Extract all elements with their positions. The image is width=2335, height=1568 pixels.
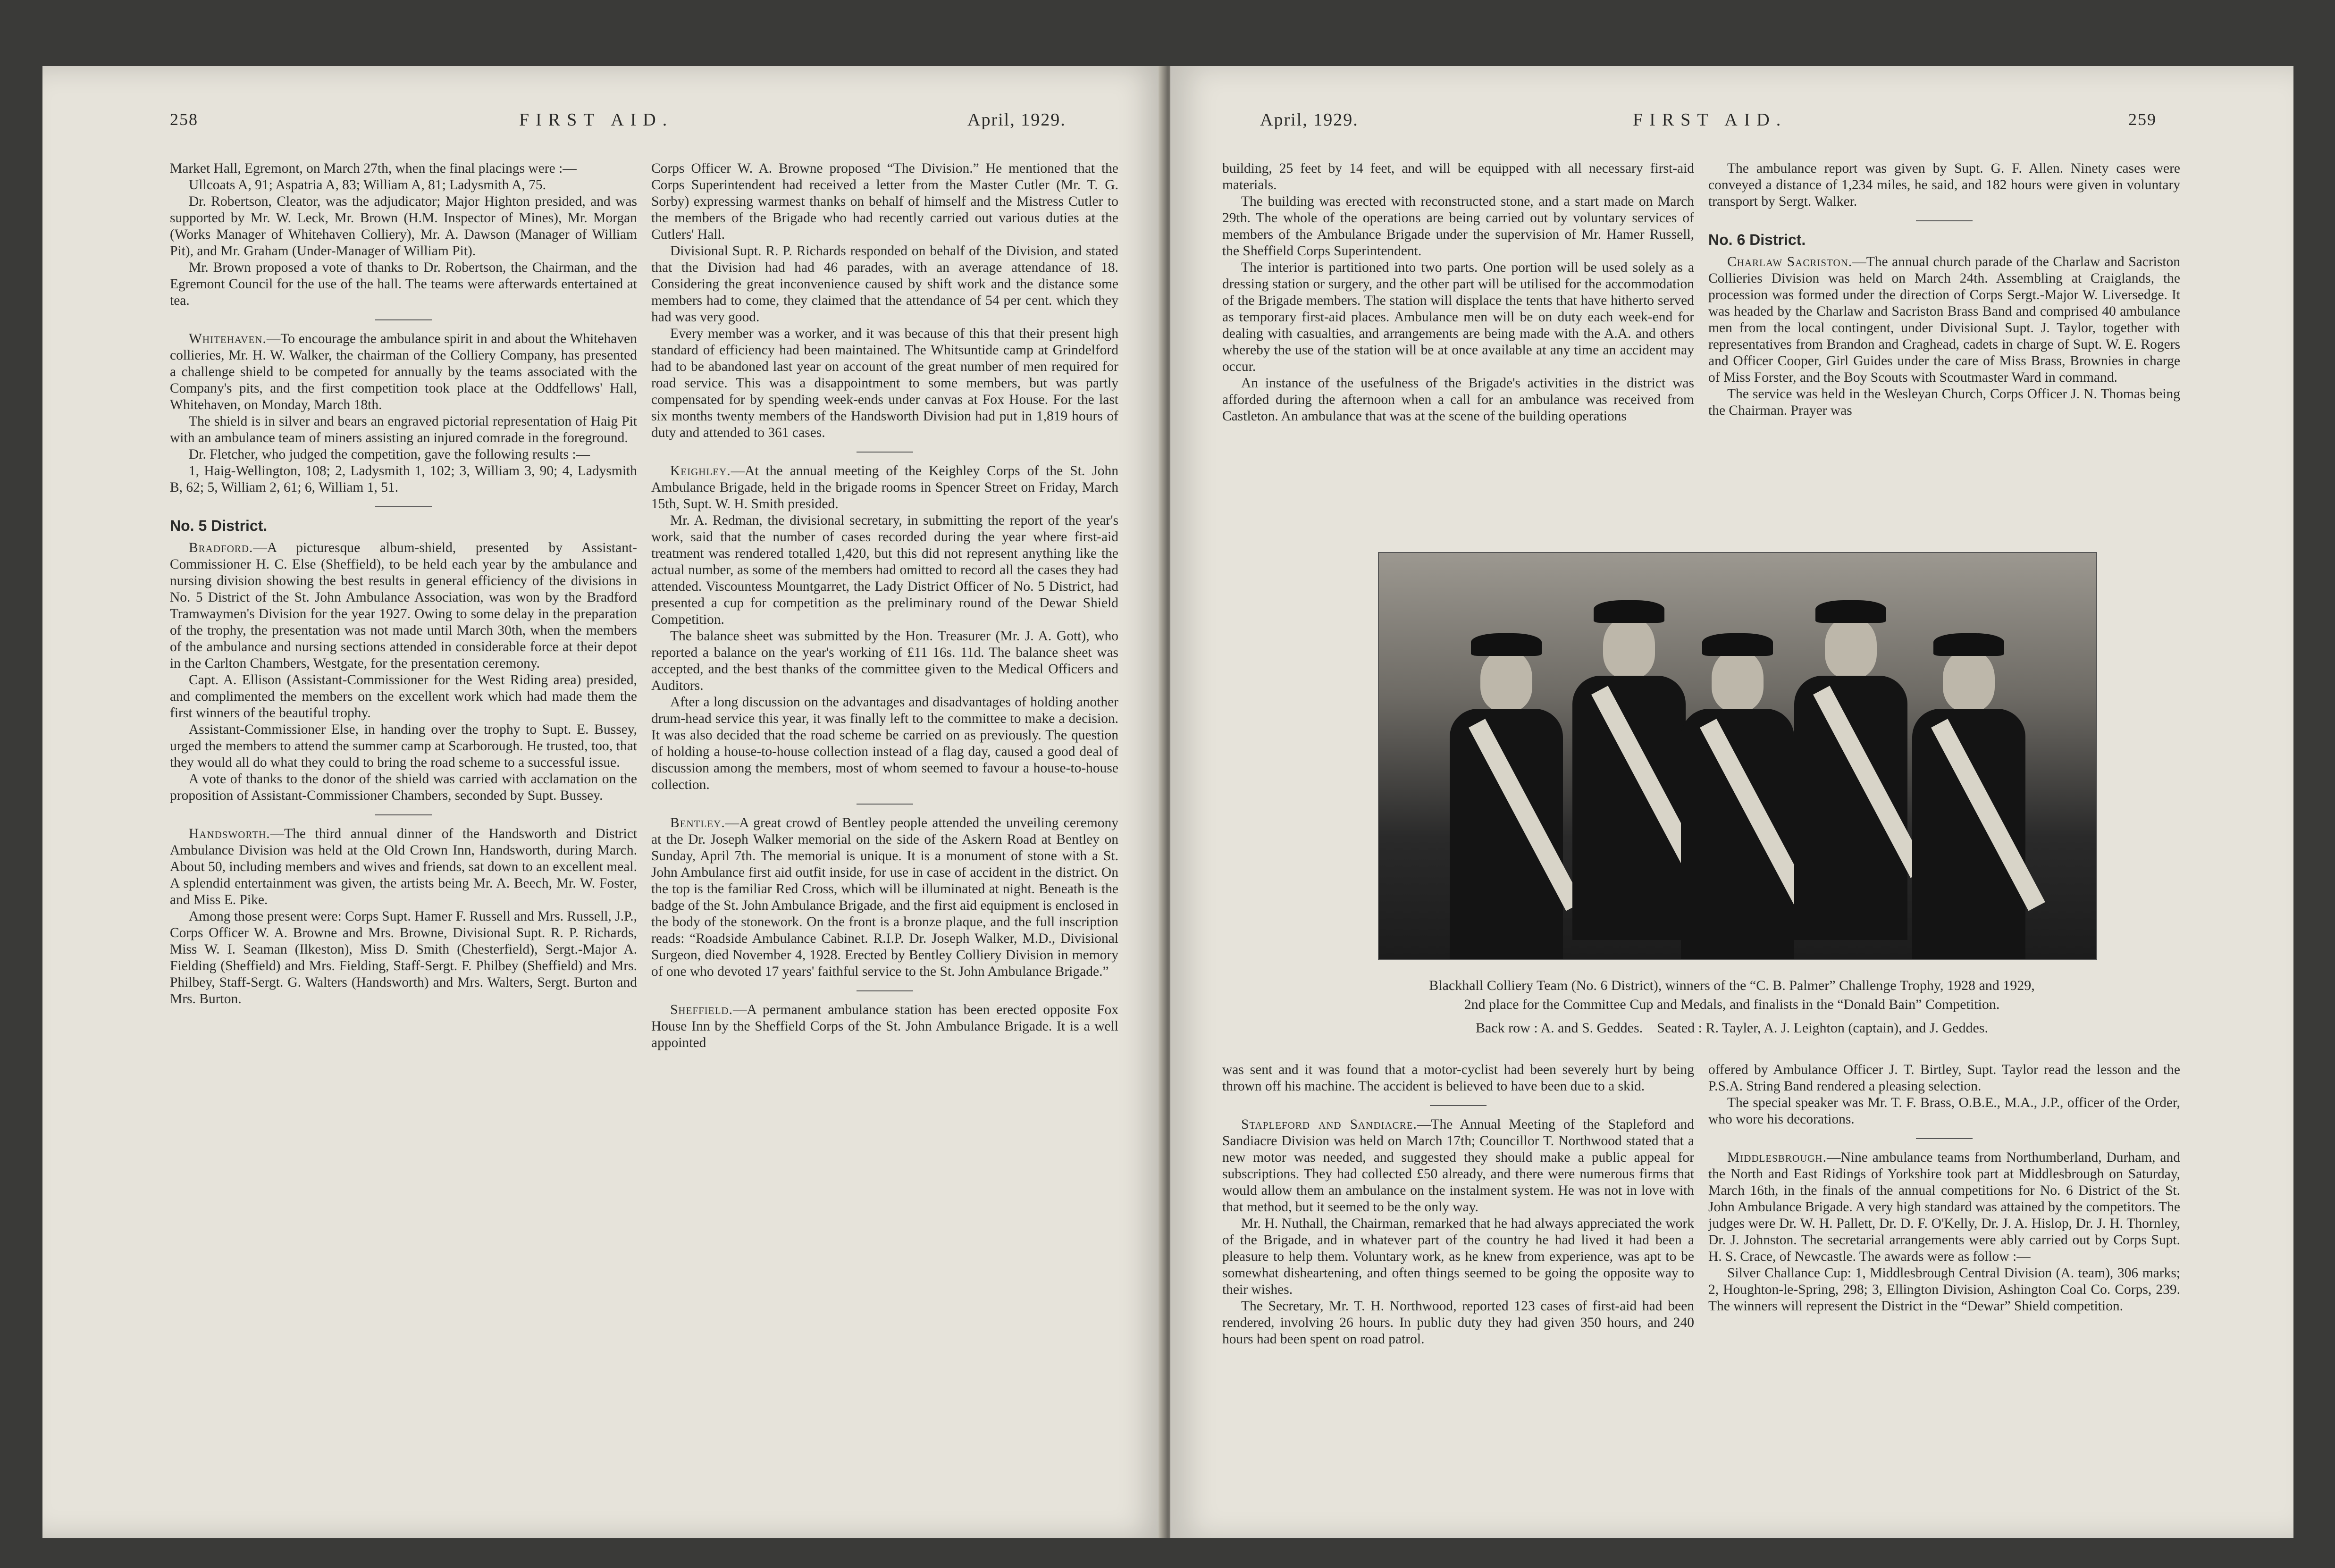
paragraph-text: —To encourage the ambulance spirit in and about the Whitehaven collieries, Mr. H. W. Walker, the chairman of the Colliery Company, has presented a challenge shield to be competed for annually by the teams associated with the Company's pits, and the first competition took place at the Oddfellows' Hall, Whitehaven, on Monday, March 18th. bbox=[170, 331, 637, 412]
paragraph-lead-in: Keighley. bbox=[670, 463, 731, 478]
photo-caption-line-2: 2nd place for the Committee Cup and Medals, and finalists in the “Donald Bain” Competition. bbox=[1464, 997, 2000, 1012]
article-paragraph: offered by Ambulance Officer J. T. Birtley, Supt. Taylor read the lesson and the P.S.A. String Band rendered a pleasing selection. bbox=[1708, 1062, 2180, 1094]
paragraph-lead-in: Bentley. bbox=[670, 815, 725, 830]
article-paragraph: Dr. Robertson, Cleator, was the adjudicator; Major Highton presided, and was supported by Mr. W. Leck, Mr. Brown (H.M. Inspector of Mines), Mr. Morgan (Works Manager of Whitehaven Colliery), Mr. A. Dawson (Manager of William Pit), and Mr. Graham (Under-Manager of William Pit). bbox=[170, 194, 637, 259]
paragraph-text: —A permanent ambulance station has been erected opposite Fox House Inn by the Sheffield Corps of the St. John Ambulance Brigade. It is a well appointed bbox=[651, 1002, 1118, 1050]
left-page bbox=[42, 66, 1166, 1538]
paragraph-text: —The Annual Meeting of the Stapleford and Sandiacre Division was held on March 17th; Councillor T. Northwood stated that a new motor was needed, and suggested they should make a public appeal for subscriptions. They had collected £50 already, and there were numerous firms that would allow them an ambulance on the instalment system. He was not in love with that method, but it seemed to be the only way. bbox=[1222, 1117, 1694, 1215]
article-paragraph: The service was held in the Wesleyan Church, Corps Officer J. N. Thomas being the Chairman. Prayer was bbox=[1708, 386, 2180, 418]
photo-caption-line-1: Blackhall Colliery Team (No. 6 District), winners of the “C. B. Palmer” Challenge Trophy, 1928 and 1929, bbox=[1429, 978, 2035, 993]
paragraph-text: —Nine ambulance teams from Northumberland, Durham, and the North and East Ridings of Yorkshire took part at Middlesbrough on Saturday, March 16th, in the finals of the annual competitions for No. 6 District of the St. John Ambulance Brigade. A very high standard was attained by the competitors. The judges were Dr. W. H. Pallett, Dr. D. F. O'Kelly, Dr. J. A. Hislop, Dr. J. H. Thornley, Dr. J. Johnston. The secretarial arrangements were ably carried out by Corps Supt. H. S. Crace, of Newcastle. The awards were as follow :— bbox=[1708, 1150, 2180, 1264]
article-paragraph bbox=[651, 815, 1118, 980]
page-number: 258 bbox=[170, 110, 198, 129]
article-paragraph bbox=[170, 826, 637, 908]
section-divider bbox=[375, 506, 432, 507]
paragraph-lead-in: Charlaw Sacriston. bbox=[1727, 254, 1853, 269]
article-paragraph: 1, Haig-Wellington, 108; 2, Ladysmith 1, 102; 3, William 3, 90; 4, Ladysmith B, 62; 5, William 2, 61; 6, William 1, 51. bbox=[170, 463, 637, 495]
paragraph-lead-in: Stapleford and Sandiacre. bbox=[1241, 1117, 1417, 1132]
article-paragraph: Among those present were: Corps Supt. Hamer F. Russell and Mrs. Russell, J.P., Corps Officer W. A. Browne and Mrs. Browne, Divisional Supt. R. P. Richards, Miss W. I. Seaman (Ilkeston), Miss D. Smith (Chesterfield), Sergt.-Major A. Fielding (Sheffield) and Mrs. Fielding, Staff-Sergt. F. Philbey (Sheffield) and Mrs. Philbey, Staff-Sergt. G. Walters (Handsworth) and Mrs. Walters, Sergt. Burton and Mrs. Burton. bbox=[170, 909, 637, 1006]
article-paragraph: Divisional Supt. R. P. Richards responded on behalf of the Division, and stated that the Division had had 46 parades, with an average attendance of 18. Considering the great inconvenience caused by shift work and the distance some members had to come, they claimed that the attendance of 54 per cent. which they had was very good. bbox=[651, 243, 1118, 325]
article-paragraph bbox=[651, 463, 1118, 512]
section-divider bbox=[857, 804, 913, 805]
left-column-2 bbox=[651, 160, 1118, 1051]
article-paragraph: Market Hall, Egremont, on March 27th, when the final placings were :— bbox=[170, 161, 577, 176]
team-photograph bbox=[1378, 552, 2097, 960]
running-title: FIRST AID. bbox=[1633, 110, 1788, 130]
paragraph-lead-in: Whitehaven. bbox=[189, 331, 267, 346]
district-heading: No. 5 District. bbox=[170, 517, 268, 534]
left-column-1 bbox=[170, 160, 637, 1007]
photo-caption-line-3: Back row : A. and S. Geddes. Seated : R. Tayler, A. J. Leighton (captain), and J. Geddes. bbox=[1476, 1020, 1988, 1036]
article-paragraph: The Secretary, Mr. T. H. Northwood, reported 123 cases of first-aid had been rendered, involving 26 hours. In public duty they had given 350 hours, and 240 hours had been spent on road patrol. bbox=[1222, 1299, 1694, 1347]
article-paragraph: The shield is in silver and bears an engraved pictorial representation of Haig Pit with an ambulance team of miners assisting an injured comrade in the foreground. bbox=[170, 414, 637, 445]
article-paragraph: Ullcoats A, 91; Aspatria A, 83; William A, 81; Ladysmith A, 75. bbox=[189, 177, 546, 193]
article-paragraph bbox=[1708, 1149, 2180, 1265]
paragraph-lead-in: Middlesbrough. bbox=[1727, 1150, 1827, 1165]
paragraph-lead-in: Handsworth. bbox=[189, 826, 270, 841]
article-paragraph bbox=[1708, 254, 2180, 386]
page-number: 259 bbox=[2128, 110, 2157, 129]
article-paragraph: The balance sheet was submitted by the Hon. Treasurer (Mr. J. A. Gott), who reported a balance on the year's working of £11 16s. 11d. The balance sheet was accepted, and the best thanks of the committee given to the Medical Officers and Auditors. bbox=[651, 629, 1118, 693]
article-paragraph: A vote of thanks to the donor of the shield was carried with acclamation on the proposition of Assistant-Commissioner Chambers, seconded by Supt. Bussey. bbox=[170, 771, 637, 803]
article-paragraph: The ambulance report was given by Supt. G. F. Allen. Ninety cases were conveyed a distance of 1,234 miles, he said, and 182 hours were given in voluntary transport by Sergt. Walker. bbox=[1708, 161, 2180, 209]
paragraph-text: —A great crowd of Bentley people attended the unveiling ceremony at the Dr. Joseph Walker memorial on the side of the Askern Road at Bentley on Sunday, April 7th. The memorial is unique. It is a monument of stone with a St. John Ambulance first aid outfit inside, for use in case of accident in the district. On the top is the familiar Red Cross, which will be illuminated at night. Beneath is the badge of the St. John Ambulance Brigade, and the first aid equipment is enclosed in the body of the stonework. On the front is a bronze plaque, and the full inscription reads: “Roadside Ambulance Cabinet. R.I.P. Dr. Joseph Walker, M.D., Divisional Surgeon, died November 4, 1928. Erected by Bentley Colliery Division in memory of one who devoted 17 years' faithful service to the St. John Ambulance Brigade.” bbox=[651, 815, 1118, 979]
right-column-1-top bbox=[1222, 160, 1694, 425]
right-page bbox=[1170, 66, 2293, 1538]
paragraph-text: —The third annual dinner of the Handsworth and District Ambulance Division was held at the Old Crown Inn, Handsworth, during March. About 50, including members and wives and friends, sat down to an excellent meal. A splendid entertainment was given, the artists being Mr. A. Beech, Mr. W. Foster, and Miss E. Pike. bbox=[170, 826, 637, 907]
article-paragraph: Silver Challance Cup: 1, Middlesbrough Central Division (A. team), 306 marks; 2, Houghton-le-Spring, 298; 3, Ellington Division, Ashington Coal Co. Corps, 239. The winners will represent the District in the “Dewar” Shield competition. bbox=[1708, 1266, 2180, 1314]
article-paragraph: An instance of the usefulness of the Brigade's activities in the district was afforded during the afternoon when a call for an ambulance was received from Castleton. An ambulance that was at the scene of the building operations bbox=[1222, 376, 1694, 424]
right-column-2-top bbox=[1708, 160, 2180, 419]
section-divider bbox=[1916, 220, 1973, 221]
article-paragraph: The interior is partitioned into two parts. One portion will be used solely as a dressing station or surgery, and the other part will be utilised for the accommodation of the Brigade members. The station will displace the tents that have hitherto served as temporary first-aid places. Ambulance men will be on duty each week-end for dealing with casualties, and arrangements are being made with the A.A. and others whereby the use of the station will be at once available at any time an accident may occur. bbox=[1222, 260, 1694, 374]
running-title: FIRST AID. bbox=[519, 110, 674, 130]
running-date: April, 1929. bbox=[967, 110, 1066, 130]
article-paragraph: The building was erected with reconstructed stone, and a start made on March 29th. The whole of the operations are being carried out by voluntary services of members of the Ambulance Brigade under the supervision of Mr. Hamer Russell, the Sheffield Corps Superintendent. bbox=[1222, 194, 1694, 259]
article-paragraph: was sent and it was found that a motor-cyclist had been severely hurt by being thrown off his machine. The accident is believed to have been due to a skid. bbox=[1222, 1062, 1694, 1094]
section-divider bbox=[375, 814, 432, 815]
article-paragraph: Every member was a worker, and it was because of this that their present high standard of efficiency had been maintained. The Whitsuntide camp at Grindelford had to be abandoned last year on account of the great number of men required for road service. This was a disappointment to some members, but was partly compensated for by spending week-ends under canvas at Fox House. For the last six months twenty members of the Handsworth Division had put in 1,819 hours of duty and attended to 361 cases. bbox=[651, 326, 1118, 440]
article-paragraph bbox=[170, 540, 637, 672]
article-paragraph: The special speaker was Mr. T. F. Brass, O.B.E., M.A., J.P., officer of the Order, who wore his decorations. bbox=[1708, 1095, 2180, 1127]
section-divider bbox=[857, 990, 913, 991]
article-paragraph: Mr. Brown proposed a vote of thanks to Dr. Robertson, the Chairman, and the Egremont Council for the use of the hall. The teams were afterwards entertained at tea. bbox=[170, 260, 637, 308]
right-column-2-bottom bbox=[1708, 1062, 2180, 1315]
article-paragraph bbox=[1222, 1116, 1694, 1216]
district-heading: No. 6 District. bbox=[1708, 231, 1806, 248]
article-paragraph: Dr. Fletcher, who judged the competition, gave the following results :— bbox=[189, 447, 590, 462]
article-paragraph: Mr. H. Nuthall, the Chairman, remarked that he had always appreciated the work of the Brigade, and in whatever part of the country he had lived it had been a pleasure to help them. Voluntary work, as he knew from experience, was apt to be somewhat disheartening, and often things seemed to be going the opposite way to their wishes. bbox=[1222, 1216, 1694, 1297]
article-paragraph bbox=[651, 1002, 1118, 1051]
right-column-1-bottom bbox=[1222, 1062, 1694, 1348]
section-divider bbox=[1916, 1138, 1973, 1139]
article-paragraph: After a long discussion on the advantages and disadvantages of holding another drum-head service this year, it was finally left to the committee to make a decision. It was also decided that the road scheme be carried on as previously. The question of holding a house-to-house collection instead of a flag day, caused a good deal of discussion among the members, most of whom seemed to favour a house-to-house collection. bbox=[651, 695, 1118, 792]
article-paragraph: building, 25 feet by 14 feet, and will be equipped with all necessary first-aid materials. bbox=[1222, 161, 1694, 193]
article-paragraph: Capt. A. Ellison (Assistant-Commissioner for the West Riding area) presided, and complimented the members on the excellent work which had made them the first winners of the beautiful trophy. bbox=[170, 672, 637, 721]
section-divider bbox=[1430, 1105, 1487, 1106]
paragraph-text: —A picturesque album-shield, presented by Assistant-Commissioner H. C. Else (Sheffield), to be held each year by the ambulance and nursing division showing the best results in general efficiency of the divisions in No. 5 District of the St. John Ambulance Association, was won by the Bradford Tramwaymen's Division for the year 1927. Owing to some delay in the preparation of the trophy, the presentation was not made until March 30th, when the members of the ambulance and nursing sections attended in considerable force at their depot in the Carlton Chambers, Westgate, for the presentation ceremony. bbox=[170, 540, 637, 671]
section-divider bbox=[375, 319, 432, 320]
section-divider bbox=[857, 452, 913, 453]
running-date: April, 1929. bbox=[1260, 110, 1359, 130]
article-paragraph: Corps Officer W. A. Browne proposed “The Division.” He mentioned that the Corps Superintendent had received a letter from the Master Cutler (Mr. T. G. Sorby) expressing warmest thanks on behalf of himself and the Mistress Cutler to the members of the Brigade who had recently carried out various duties at the Cutlers' Hall. bbox=[651, 161, 1118, 242]
paragraph-lead-in: Bradford. bbox=[189, 540, 253, 555]
article-paragraph: Assistant-Commissioner Else, in handing over the trophy to Supt. E. Bussey, urged the members to attend the summer camp at Scarborough. He trusted, too, that they would all do what they could to bring the road scheme to a successful issue. bbox=[170, 722, 637, 770]
paragraph-text: —At the annual meeting of the Keighley Corps of the St. John Ambulance Brigade, held in the brigade rooms in Spencer Street on Friday, March 15th, Supt. W. H. Smith presided. bbox=[651, 463, 1118, 511]
paragraph-text: —The annual church parade of the Charlaw and Sacriston Collieries Division was held on March 24th. Assembling at Craiglands, the procession was formed under the direction of Corps Sergt.-Major W. Liversedge. It was headed by the Charlaw and Sacriston Brass Band and comprised 40 ambulance men from the local contingent, under Divisional Supt. J. Taylor, together with representatives from Brandon and Craghead, cadets in charge of Supt. W. E. Rogers and Officer Cooper, Girl Guides under the care of Miss Brass, Brownies in charge of Miss Forster, and the Boy Scouts with Scoutmaster Ward in command. bbox=[1708, 254, 2180, 385]
article-paragraph bbox=[170, 331, 637, 413]
article-paragraph: Mr. A. Redman, the divisional secretary, in submitting the report of the year's work, said that the number of cases recorded during the year where first-aid treatment was rendered totalled 1,420, but this did not represent anything like the actual number, as some of the members had omitted to record all the cases they had attended. Viscountess Mountgarret, the Lady District Officer of No. 5 District, had presented a cup for competition as the preliminary round of the Dewar Shield Competition. bbox=[651, 513, 1118, 627]
paragraph-lead-in: Sheffield. bbox=[670, 1002, 733, 1017]
